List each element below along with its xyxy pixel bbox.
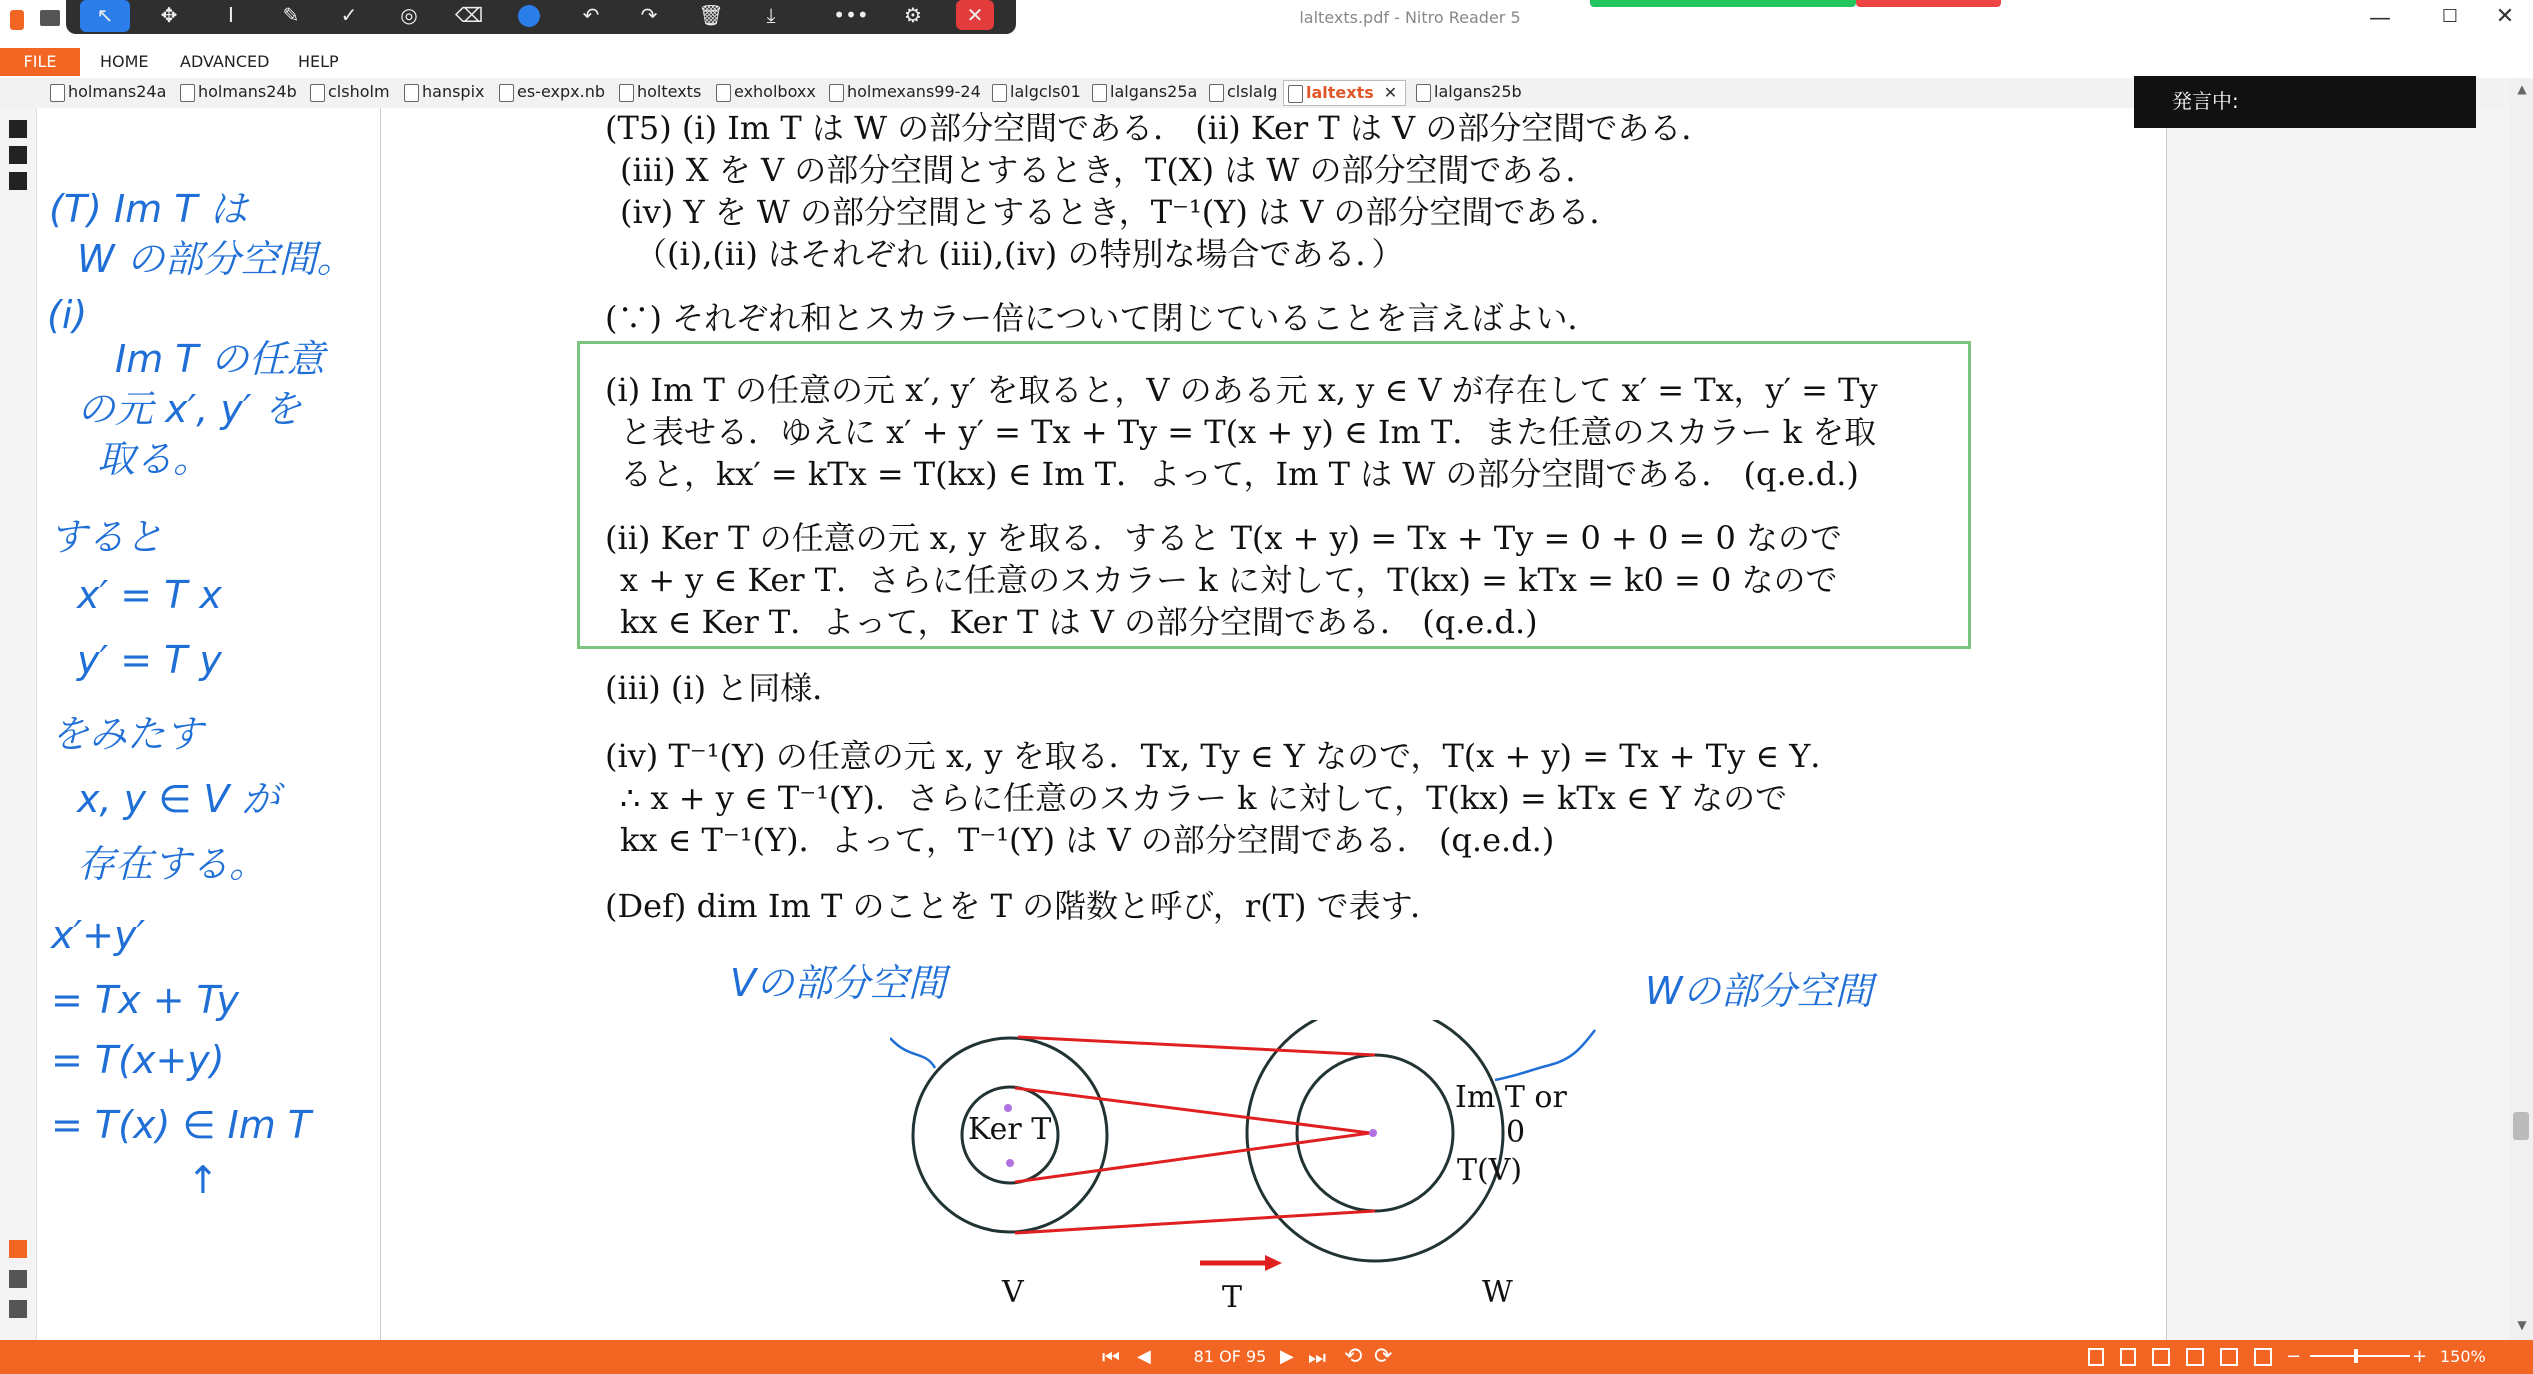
tab-label: clslalg [1227,82,1278,101]
attachments-icon[interactable] [9,1240,27,1258]
menu-file[interactable]: FILE [0,48,80,76]
continuous-icon[interactable] [2120,1348,2136,1366]
map-line [1018,1037,1375,1055]
text-line: （(i),(ii) はそれぞれ (iii),(iv) の特別な場合である．） [635,235,1404,273]
text-line: (iv) T⁻¹(Y) の任意の元 x, y を取る．Tx, Ty ∈ Y なので，T(x + y) = Tx + Ty ∈ Y． [605,737,1843,775]
handwriting-line: の元 x′, y′ を [77,387,302,431]
hand-pointer-v [890,1038,935,1068]
list-icon[interactable] [9,1300,27,1318]
right-panel [2166,108,2511,1340]
app-logo-icon [10,10,24,30]
close-window-button[interactable]: ✕ [2495,4,2515,29]
text-line: (iv) Y を W の部分空間とするとき，T⁻¹(Y) は V の部分空間である． [620,193,1622,231]
tab-label: holtexts [637,82,702,101]
tab-holmexans99-24[interactable] [825,80,981,104]
handwriting-w-subspace: Wの部分空間 [1645,969,1873,1013]
text-line: kx ∈ Ker T．よって，Ker T は V の部分空間である． (q.e.d.) [620,603,1538,641]
map-line [1015,1133,1370,1182]
handwriting-line: = Tx + Ty [51,978,240,1022]
lasso-icon[interactable]: ◎ [400,3,418,27]
download-icon[interactable]: ⤓ [766,3,776,27]
minimize-button[interactable]: — [2369,6,2391,31]
fit-icon[interactable] [2254,1348,2272,1366]
zoom-slider[interactable] [2310,1355,2410,1357]
close-icon[interactable]: ✕ [956,0,994,30]
tab-lalgans25b[interactable] [1412,80,1522,104]
text-line: (T5) (i) Im T は W の部分空間である． (ii) Ker T は V の部分空間である． [605,109,1714,147]
point [1004,1104,1012,1112]
tab-holtexts[interactable] [615,80,701,104]
zoom-in-icon[interactable]: + [2412,1346,2428,1367]
handwriting-v-subspace: Vの部分空間 [730,961,946,1005]
tab-es-expx[interactable] [495,80,605,104]
menu-home[interactable]: HOME [100,52,149,71]
handwriting-line: x, y ∈ V が [77,777,280,821]
t-arrow-head [1265,1255,1282,1271]
handwriting-line: = T(x+y) [51,1038,225,1082]
hand-pointer-w [1495,1030,1595,1080]
zoom-slider-knob[interactable] [2354,1349,2358,1363]
handwriting-line: W の部分空間。 [77,237,355,281]
trash-icon[interactable]: 🗑 [698,3,724,27]
tab-laltexts[interactable] [1283,80,1406,106]
tab-lalgcls01[interactable] [988,80,1081,104]
handwriting-arrow: ↑ [187,1158,219,1202]
map-line [1015,1088,1370,1133]
text-cursor-icon[interactable]: I [228,3,234,27]
window-title: laltexts.pdf - Nitro Reader 5 [1299,8,1521,27]
tab-holmans24a[interactable] [46,80,166,104]
page-indicator[interactable]: 81 OF 95 [1193,1347,1267,1366]
zoom-out-icon[interactable]: − [2286,1346,2302,1367]
back-view-icon[interactable]: ⟲ [1344,1344,1363,1369]
tab-label: holmans24a [68,82,167,101]
v-label: V [1002,1275,1024,1310]
ker-label: Ker T [968,1112,1052,1147]
single-page-icon[interactable] [2088,1348,2104,1366]
handwriting-line: x′ = T x [77,573,222,617]
text-line: ると，kx′ = kTx = T(kx) ∈ Im T．よって，Im T は W の部分空間である． (q.e.d.) [620,455,1859,493]
progress-red [1856,0,2001,7]
pen-icon[interactable]: ✎ [282,3,300,27]
map-line [1015,1211,1375,1233]
handwriting-line: 存在する。 [77,842,268,886]
person-icon[interactable]: ⚙ [904,3,922,27]
redo-icon[interactable]: ↷ [640,3,658,27]
pages-icon[interactable] [9,172,27,190]
handwriting-line: (i) [47,293,88,337]
text-line: (i) Im T の任意の元 x′, y′ を取ると，V のある元 x, y ∈ V が存在して x′ = Tx，y′ = Ty [605,371,1878,409]
tab-clsholm[interactable] [306,80,390,104]
handwriting-line: すると [49,515,164,559]
undo-icon[interactable]: ↶ [582,3,600,27]
scroll-thumb[interactable] [2513,1112,2529,1140]
point [1369,1129,1377,1137]
text-line: ∴ x + y ∈ T⁻¹(Y)．さらに任意のスカラー k に対して，T(kx) = kTx ∈ Y なので [620,779,1788,817]
prev-page-icon[interactable]: ◀ [1137,1346,1151,1367]
forward-view-icon[interactable]: ⟳ [1374,1344,1393,1369]
im-label: Im T or [1455,1080,1567,1115]
tv-label: T(V) [1457,1153,1523,1188]
handwriting-line: をみたす [51,712,204,756]
speaking-popup: 発言中: [2134,76,2476,128]
text-line: (Def) dim Im T のことを T の階数と呼び，r(T) で表す． [605,887,1443,925]
tab-label: laltexts [1306,83,1374,102]
tab-label: clsholm [328,82,390,101]
handwriting-line: Im T の任意 [115,337,325,381]
text-line: (iii) X を V の部分空間とするとき，T(X) は W の部分空間である． [620,151,1598,189]
move-icon[interactable]: ✥ [160,3,178,27]
two-page-icon[interactable] [2152,1348,2170,1366]
text-line: (ii) Ker T の任意の元 x, y を取る．すると T(x + y) = Tx + Ty = 0 + 0 = 0 なので [605,519,1843,557]
color-dot-icon[interactable] [504,0,554,32]
text-line: と表せる．ゆえに x′ + y′ = Tx + Ty = T(x + y) ∈ Im T．また任意のスカラー k を取 [620,413,1877,451]
tab-label: holmexans99-24 [847,82,981,101]
t-label: T [1222,1280,1243,1315]
left-tool-strip [0,108,37,1340]
text-line: (∵) それぞれ和とスカラー倍について閉じていることを言えばよい． [605,299,1600,337]
comments-icon[interactable] [9,1270,27,1288]
grid-icon[interactable] [2186,1348,2204,1366]
first-page-icon[interactable]: ⏮ [1102,1345,1120,1369]
next-page-icon[interactable]: ▶ [1280,1346,1294,1367]
bookmark-icon[interactable] [9,146,27,164]
tab-holmans24b[interactable] [176,80,297,104]
handwriting-line: (T) Im T は [49,187,248,231]
handwriting-line: 取る。 [97,437,212,481]
cursor-icon[interactable]: ↖ [80,0,130,32]
folder-icon[interactable] [40,10,60,26]
zoom-level[interactable]: 150% [2440,1347,2486,1366]
tab-close-icon[interactable]: ✕ [1383,83,1398,102]
annotation-sidebar [37,108,381,1340]
progress-green [1590,0,1856,7]
scroll-up-icon[interactable]: ▲ [2517,82,2527,96]
tab-label: holmans24b [198,82,297,101]
tab-lalgans25a[interactable] [1088,80,1197,104]
zero-label: 0 [1506,1115,1526,1150]
handwriting-line: = T(x) ∈ Im T [51,1103,312,1147]
more-icon[interactable]: ••• [833,3,869,27]
tab-label: es-expx.nb [517,82,605,101]
w-label: W [1482,1275,1513,1310]
text-line: kx ∈ T⁻¹(Y)．よって，T⁻¹(Y) は V の部分空間である． (q.e.d.) [620,821,1555,859]
maximize-button[interactable]: ☐ [2441,6,2459,27]
tab-label: lalgans25a [1110,82,1198,101]
handwriting-line: x′+y′ [51,913,146,957]
check-icon[interactable]: ✓ [340,3,358,27]
text-line: x + y ∈ Ker T．さらに任意のスカラー k に対して，T(kx) = kTx = k0 = 0 なので [620,561,1838,599]
last-page-icon[interactable]: ⏭ [1308,1345,1326,1369]
tab-label: hanspix [422,82,485,101]
tab-clslalg[interactable] [1205,80,1277,104]
eraser-icon[interactable]: ⌫ [454,3,484,27]
tab-label: lalgcls01 [1010,82,1081,101]
tab-hanspix[interactable] [400,80,485,104]
tab-label: exholboxx [734,82,816,101]
handwriting-line: y′ = T y [77,638,222,682]
tab-exholboxx[interactable] [712,80,816,104]
menu-help[interactable]: HELP [298,52,339,71]
thumbnail-icon[interactable] [2220,1348,2238,1366]
point [1006,1159,1014,1167]
text-line: (iii) (i) と同様． [605,669,845,707]
scroll-down-icon[interactable]: ▼ [2517,1318,2527,1332]
tab-label: lalgans25b [1434,82,1522,101]
menu-advanced[interactable]: ADVANCED [180,52,270,71]
pen-toolbar [66,0,1016,34]
vertical-scrollbar[interactable] [2510,78,2533,1340]
layers-icon[interactable] [9,120,27,138]
menu-bar [0,48,2533,78]
